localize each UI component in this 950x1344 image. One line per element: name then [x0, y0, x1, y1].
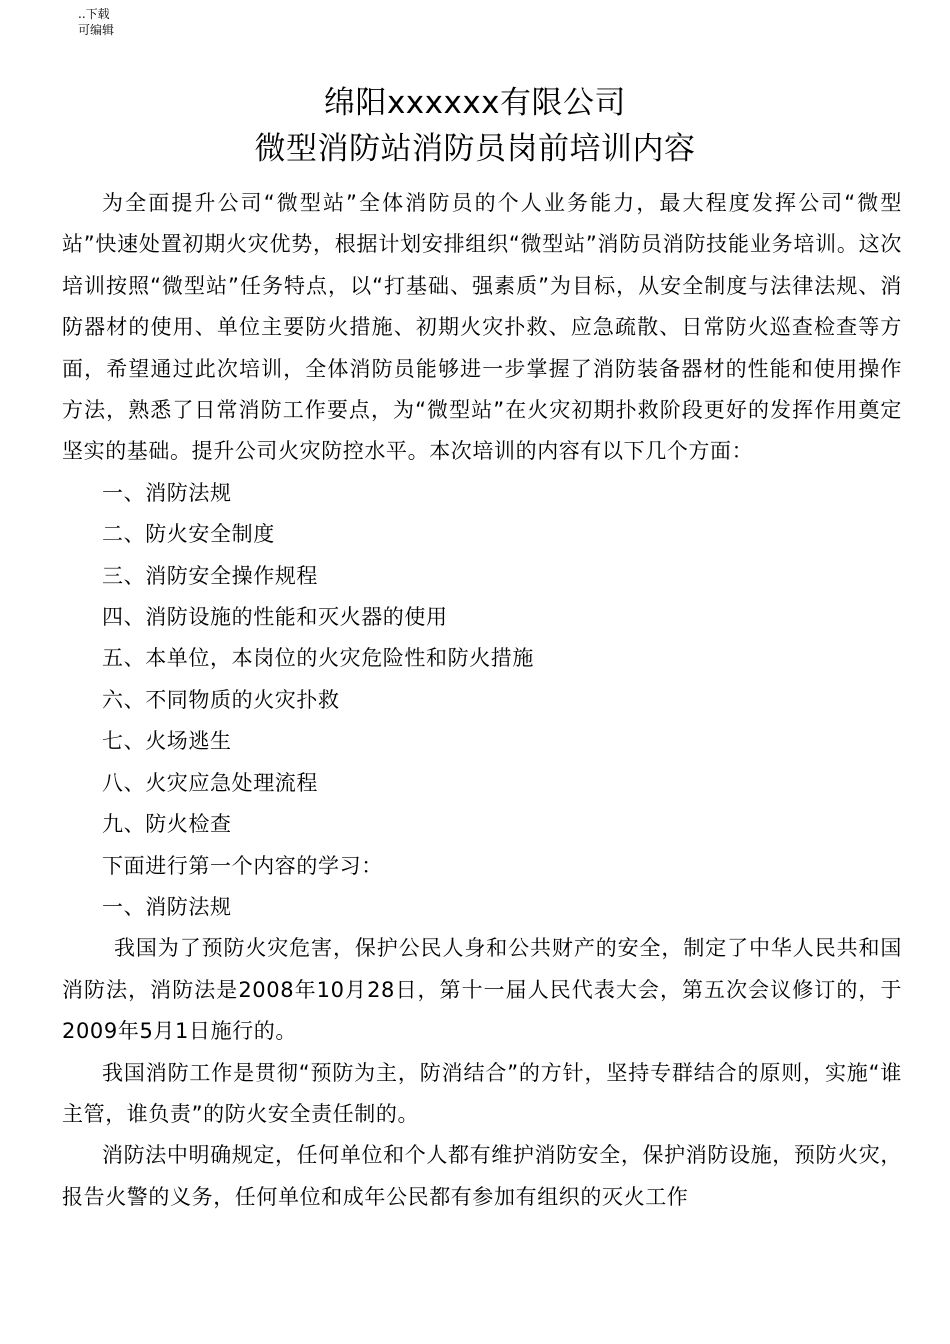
fire-duty-paragraph: 消防法中明确规定，任何单位和个人都有维护消防安全，保护消防设施，预防火灾，报告火警的义务，任何单位和成年公民都有参加有组织的灭火工作 [62, 1143, 902, 1209]
topic-item: 三、消防安全操作规程 [102, 563, 318, 588]
topic-item: 一、消防法规 [102, 480, 232, 505]
header-note [78, 6, 114, 38]
transition-line: 下面进行第一个内容的学习： [102, 853, 383, 878]
topic-item: 八、火灾应急处理流程 [102, 770, 318, 795]
topic-item: 七、火场逃生 [102, 729, 232, 754]
header-note-download: ..下载 [78, 7, 110, 21]
document-title [0, 80, 950, 172]
fire-law-paragraph: 我国为了预防火灾危害，保护公民人身和公共财产的安全，制定了中华人民共和国消防法，消防法是2008年10月28日，第十一届人民代表大会，第五次会议修订的，于2009年5月1日施行的。 [62, 936, 902, 1044]
topic-item: 四、消防设施的性能和灭火器的使用 [102, 605, 448, 630]
intro-paragraph: 为全面提升公司“微型站”全体消防员的个人业务能力，最大程度发挥公司“微型站”快速处置初期火灾优势，根据计划安排组织“微型站”消防员消防技能业务培训。这次培训按照“微型站”任务特点，以“打基础、强素质”为目标，从安全制度与法律法规、消防器材的使用、单位主要防火措施、初期火灾扑救、应急疏散、日常防火巡查检查等方面，希望通过此次培训，全体消防员能够进一步掌握了消防装备器材的性能和使用操作方法，熟悉了日常消防工作要点，为“微型站”在火灾初期扑救阶段更好的发挥作用奠定坚实的基础。提升公司火灾防控水平。本次培训的内容有以下几个方面： [62, 191, 902, 464]
topic-item: 五、本单位，本岗位的火灾危险性和防火措施 [102, 646, 534, 671]
training-title: 微型消防站消防员岗前培训内容 [254, 131, 696, 167]
fire-policy-paragraph: 我国消防工作是贯彻“预防为主，防消结合”的方针，坚持专群结合的原则，实施“谁主管，谁负责”的防火安全责任制的。 [62, 1060, 902, 1126]
document-body [62, 183, 902, 1218]
topic-item: 九、防火检查 [102, 812, 232, 837]
section-heading: 一、消防法规 [102, 894, 232, 919]
topic-item: 二、防火安全制度 [102, 522, 275, 547]
topic-item: 六、不同物质的火灾扑救 [102, 687, 340, 712]
header-note-editable: 可编辑 [78, 23, 115, 37]
company-name: 绵阳xxxxxx有限公司 [323, 85, 627, 121]
topic-list [62, 473, 902, 846]
